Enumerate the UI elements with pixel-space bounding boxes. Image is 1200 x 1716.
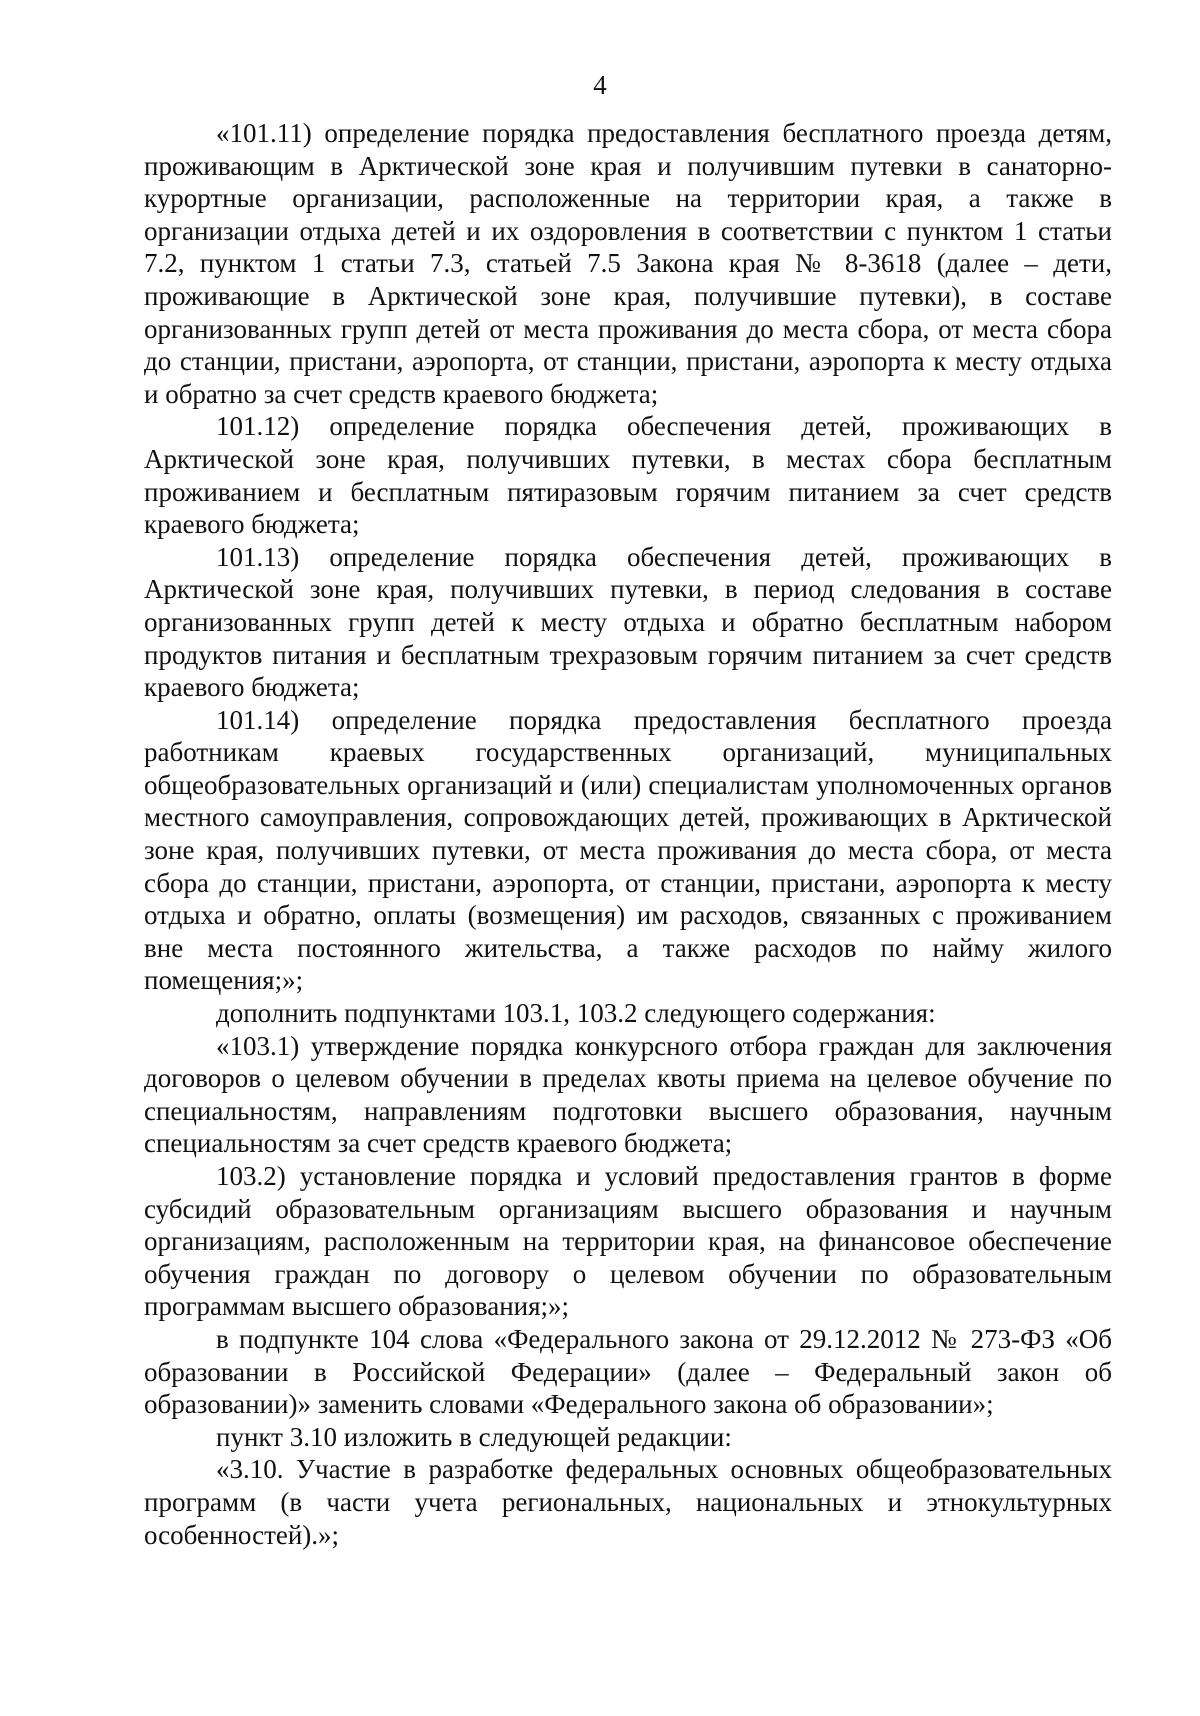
- paragraph-101-11: «101.11) определение порядка предоставления бесплатного проезда детям, проживающим в Арктической зоне края и получившим путевки в санаторно-курортные организации, расположенные на территории края, а также в организации отдыха детей и их оздоровления в соответствии с пунктом 1 статьи 7.2, пунктом 1 статьи 7.3, статьей 7.5 Закона края № 8-3618 (далее – дети, проживающие в Арктической зоне края, получившие путевки), в составе организованных групп детей от места проживания до места сбора, от места сбора до станции, пристани, аэропорта, от станции, пристани, аэропорта к месту отдыха и обратно за счет средств краевого бюджета;: [144, 118, 1112, 409]
- paragraph-101-13: 101.13) определение порядка обеспечения детей, проживающих в Арктической зоне края, получивших путевки, в период следования в составе организованных групп детей к месту отдыха и обратно бесплатным набором продуктов питания и бесплатным трехразовым горячим питанием за счет средств краевого бюджета;: [144, 541, 1112, 703]
- paragraph-101-14: 101.14) определение порядка предоставления бесплатного проезда работникам краевых государственных организаций, муниципальных общеобразовательных организаций и (или) специалистам уполномоченных органов местного самоуправления, сопровождающих детей, проживающих в Арктической зоне края, получивших путевки, от места проживания до места сбора, от места сбора до станции, пристани, аэропорта, от станции, пристани, аэропорта к месту отдыха и обратно, оплаты (возмещения) им расходов, связанных с проживанием вне места постоянного жительства, а также расходов по найму жилого помещения;»;: [144, 704, 1112, 996]
- paragraph-101-12: 101.12) определение порядка обеспечения детей, проживающих в Арктической зоне края, получивших путевки, в местах сбора бесплатным проживанием и бесплатным пятиразовым горячим питанием за счет средств краевого бюджета;: [144, 411, 1112, 540]
- paragraph-add-subclauses: дополнить подпунктами 103.1, 103.2 следующего содержания:: [216, 998, 936, 1029]
- page-number: 4: [593, 70, 607, 100]
- paragraph-subclause-104: в подпункте 104 слова «Федерального закона от 29.12.2012 № 273-ФЗ «Об образовании в Российской Федерации» (далее – Федеральный закон об образовании)» заменить словами «Федерального закона об образовании»;: [144, 1323, 1112, 1420]
- document-body: [144, 117, 1112, 1551]
- paragraph-103-1: «103.1) утверждение порядка конкурсного отбора граждан для заключения договоров о целевом обучении в пределах квоты приема на целевое обучение по специальностям, направлениям подготовки высшего образования, научным специальностям за счет средств краевого бюджета;: [144, 1030, 1112, 1159]
- paragraph-clause-3-10-intro: пункт 3.10 изложить в следующей редакции:: [216, 1421, 732, 1452]
- paragraph-clause-3-10: «3.10. Участие в разработке федеральных основных общеобразовательных программ (в части учета региональных, национальных и этнокультурных особенностей).»;: [144, 1454, 1112, 1550]
- paragraph-103-2: 103.2) установление порядка и условий предоставления грантов в форме субсидий образовательным организациям высшего образования и научным организациям, расположенным на территории края, на финансовое обеспечение обучения граждан по договору о целевом обучении по образовательным программам высшего образования;»;: [144, 1161, 1112, 1322]
